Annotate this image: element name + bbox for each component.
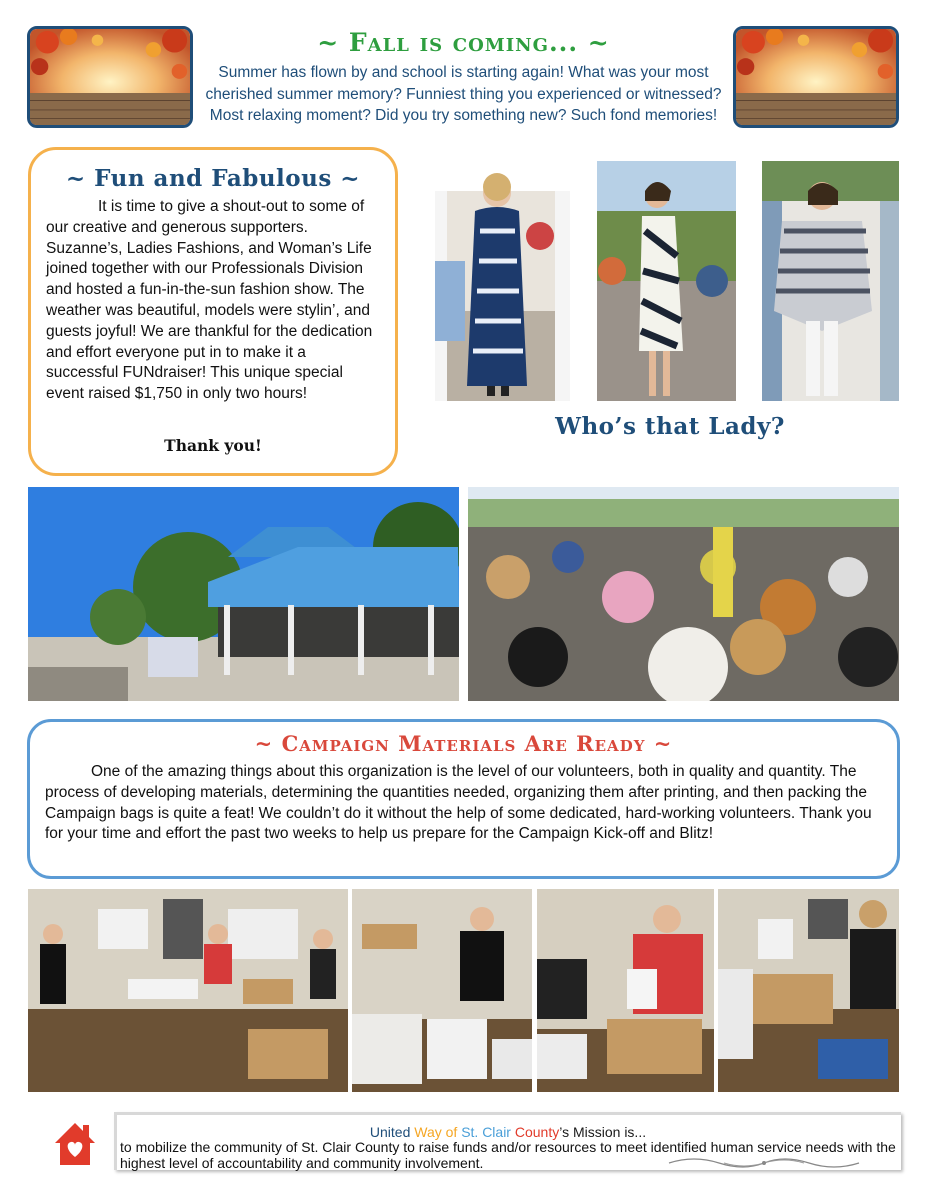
united-text: United [369, 1124, 411, 1140]
thank-you-text: Thank you! [164, 436, 262, 455]
way-of-text: Way of [410, 1124, 462, 1140]
whos-that-lady-title: Who’s that Lady? [555, 413, 785, 440]
crowd-photo [468, 487, 899, 701]
campaign-title: ~ Campaign Materials Are Ready ~ [254, 731, 673, 756]
campaign-body [45, 762, 885, 845]
fun-fabulous-text: It is time to give a shout-out to some of our creative and generous supporters. Suzanne’s, Ladies Fashions, and Woman’s Life joined together with our Professionals Division and hosted a fun-in-the-sun fashion show. The weather was beautiful, models were stylin’, and guests joyful! We are thankful for the dedication and effort everyone put in to make it a successful FUNdraiser! This unique special event raised $1,750 in only two hours! [46, 198, 373, 403]
model-photo-2 [597, 161, 736, 401]
fun-fabulous-title: ~ Fun and Fabulous ~ [65, 165, 361, 192]
volunteers-photo-3 [537, 889, 714, 1092]
model-photo-1 [435, 161, 570, 401]
flourish-divider [664, 1155, 864, 1171]
volunteers-photo-2 [352, 889, 532, 1092]
fun-fabulous-body [46, 197, 382, 405]
mission-statement: to mobilize the community of St. Clair County to raise funds and/or resources to meet identified human service needs with the highest level of accountability and community involvement. [120, 1139, 896, 1171]
autumn-leaves-image-left [27, 26, 193, 128]
fall-coming-body: Summer has flown by and school is starting again! What was your most cherished summer memory? Funniest thing you experienced or witnessed? Most relaxing moment? Did you try something new? Such fond memories! [205, 64, 722, 124]
model-photo-3 [762, 161, 899, 401]
house-heart-icon [52, 1119, 98, 1169]
st-clair-text: St. Clair [461, 1124, 511, 1140]
autumn-leaves-image-right [733, 26, 899, 128]
campaign-text: One of the amazing things about this organization is the level of our volunteers, both in quality and quantity. The process of developing materials, determining the quantities needed, organizing them after printing, and then packing the Campaign bags is quite a feat! We couldn’t do it without the help of some dedicated, hard-working volunteers. Thank you for your time and effort the past two weeks to help us prepare for the Campaign Kick-off and Blitz! [45, 763, 872, 843]
fall-coming-title: ~ Fall is coming... ~ [317, 28, 610, 57]
volunteers-photo-1 [28, 889, 348, 1092]
pavilion-photo [28, 487, 459, 701]
volunteers-photo-4 [718, 889, 899, 1092]
mission-heading [118, 1124, 898, 1140]
county-text: County [510, 1124, 560, 1140]
mission-is-text: ’s Mission is... [559, 1124, 647, 1140]
